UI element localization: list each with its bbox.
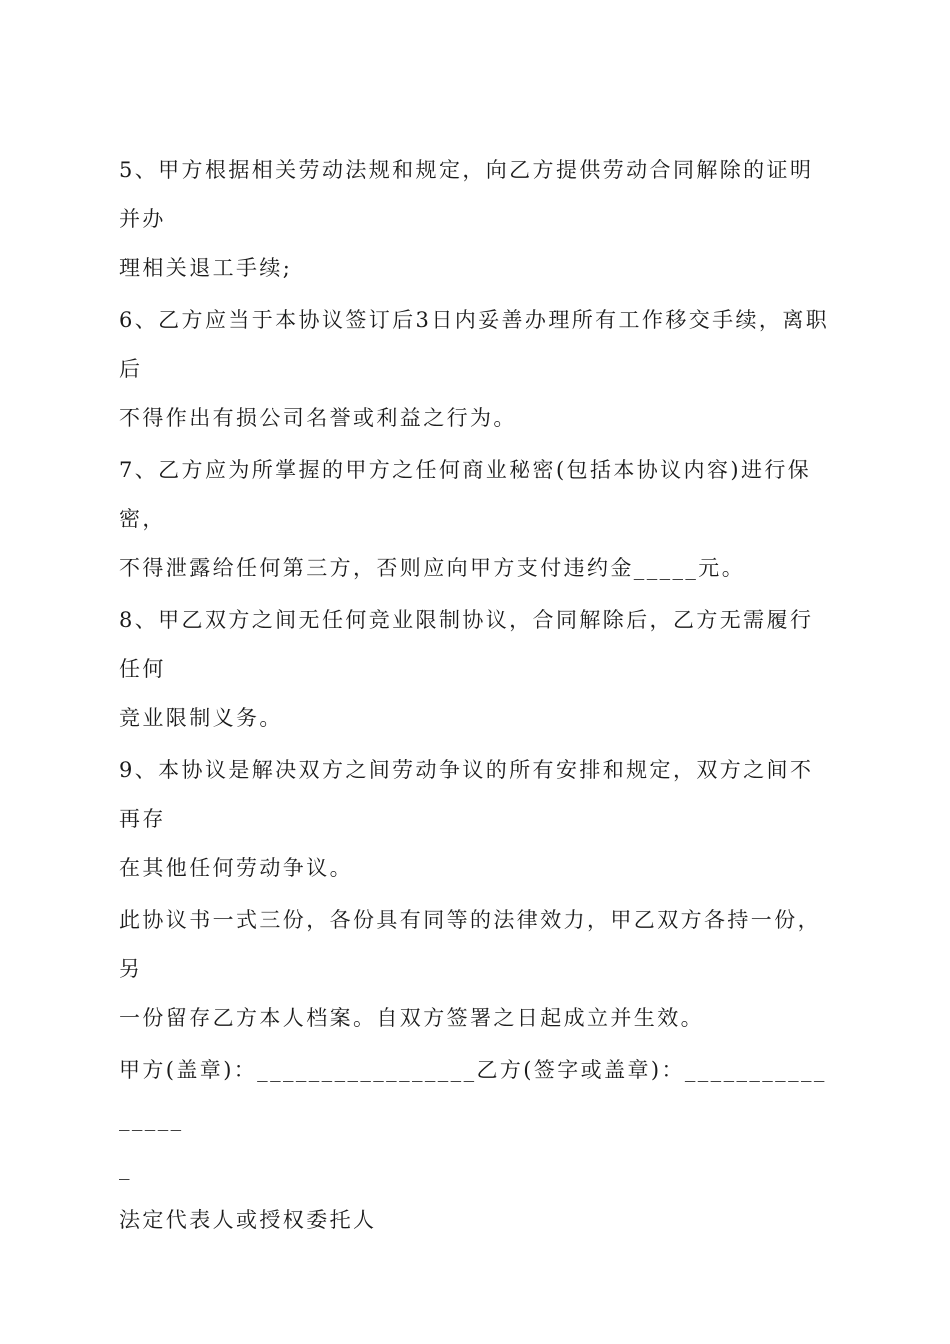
clause-5 (119, 146, 834, 293)
clause-8-line-2: 竞业限制义务。 (119, 706, 283, 730)
copies-statement-line-2: 一份留存乙方本人档案。自双方签署之日起成立并生效。 (119, 1006, 704, 1030)
clause-5-line-2: 理相关退工手续; (119, 256, 293, 280)
signature-line (119, 1046, 834, 1193)
clause-5-line-1: 5、甲方根据相关劳动法规和规定，向乙方提供劳动合同解除的证明并办 (119, 158, 814, 231)
clause-9 (119, 746, 834, 893)
copies-statement (119, 896, 834, 1043)
signature-line-1: 甲方(盖章)：_________________乙方(签字或盖章)：________________ (119, 1058, 827, 1131)
signature-line-2: _ (119, 1156, 132, 1180)
legal-representative-label (119, 1196, 834, 1245)
clause-6-line-1: 6、乙方应当于本协议签订后3日内妥善办理所有工作移交手续，离职后 (119, 308, 830, 381)
clause-6 (119, 296, 834, 443)
clause-9-line-1: 9、本协议是解决双方之间劳动争议的所有安排和规定，双方之间不再存 (119, 758, 814, 831)
clause-7-line-1: 7、乙方应为所掌握的甲方之任何商业秘密(包括本协议内容)进行保密， (119, 458, 812, 531)
clause-8-line-1: 8、甲乙双方之间无任何竞业限制协议，合同解除后，乙方无需履行任何 (119, 608, 814, 681)
clause-7-line-2: 不得泄露给任何第三方，否则应向甲方支付违约金_____元。 (119, 556, 746, 580)
clause-9-line-2: 在其他任何劳动争议。 (119, 856, 353, 880)
clause-7 (119, 446, 834, 593)
clause-8 (119, 596, 834, 743)
copies-statement-line-1: 此协议书一式三份，各份具有同等的法律效力，甲乙双方各持一份，另 (119, 908, 821, 981)
clause-6-line-2: 不得作出有损公司名誉或利益之行为。 (119, 406, 517, 430)
legal-representative-line-1: 法定代表人或授权委托人 (119, 1208, 377, 1232)
